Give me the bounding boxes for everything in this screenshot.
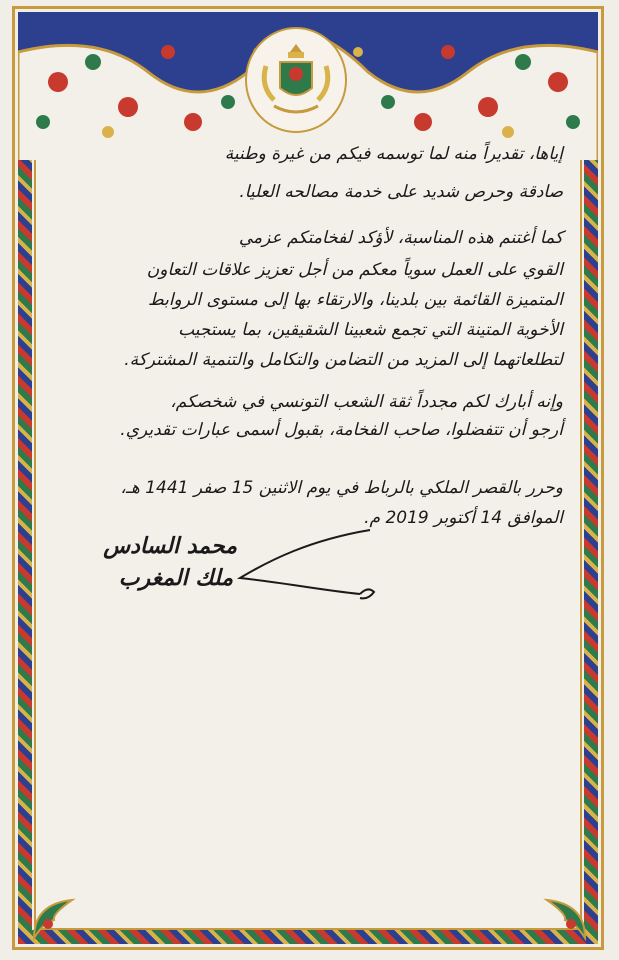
closing-line-1: وحرر بالقصر الملكي بالرباط في يوم الاثنين 15 صفر 1441 هـ، [120,478,563,498]
closing-line-2: الموافق 14 أكتوبر 2019 م. [364,508,563,528]
royal-coat-of-arms-icon [244,26,348,134]
letter-line-3: كما أغتنم هذه المناسبة، لأؤكد لفخامتكم عزمي [238,228,563,248]
handwritten-signature-icon [70,520,410,610]
letter-line-5: المتميزة القائمة بين بلدينا، والارتقاء بها إلى مستوى الروابط [147,290,563,310]
corner-ornament-icon [30,896,76,942]
signature-name: محمد السادس [103,534,237,559]
letter-line-2: صادقة وحرص شديد على خدمة مصالحه العليا. [239,182,563,202]
letter-line-9: أرجو أن تتفضلوا، صاحب الفخامة، بقبول أسمى عبارات تقديري. [120,420,563,440]
letter-line-4: القوي على العمل سوياً معكم من أجل تعزيز علاقات التعاون [146,260,563,280]
letter-line-7: لتطلعاتهما إلى المزيد من التضامن والتكامل والتنمية المشتركة. [124,350,563,370]
letter-line-6: الأخوية المتينة التي تجمع شعبينا الشقيقين، بما يستجيب [178,320,563,340]
signature-title: ملك المغرب [118,566,233,591]
letter-line-1: إياها، تقديراً منه لما توسمه فيكم من غيرة وطنية [224,144,563,164]
letter-line-8: وإنه أبارك لكم مجدداً ثقة الشعب التونسي في شخصكم، [170,392,563,412]
corner-ornament-icon [543,896,589,942]
